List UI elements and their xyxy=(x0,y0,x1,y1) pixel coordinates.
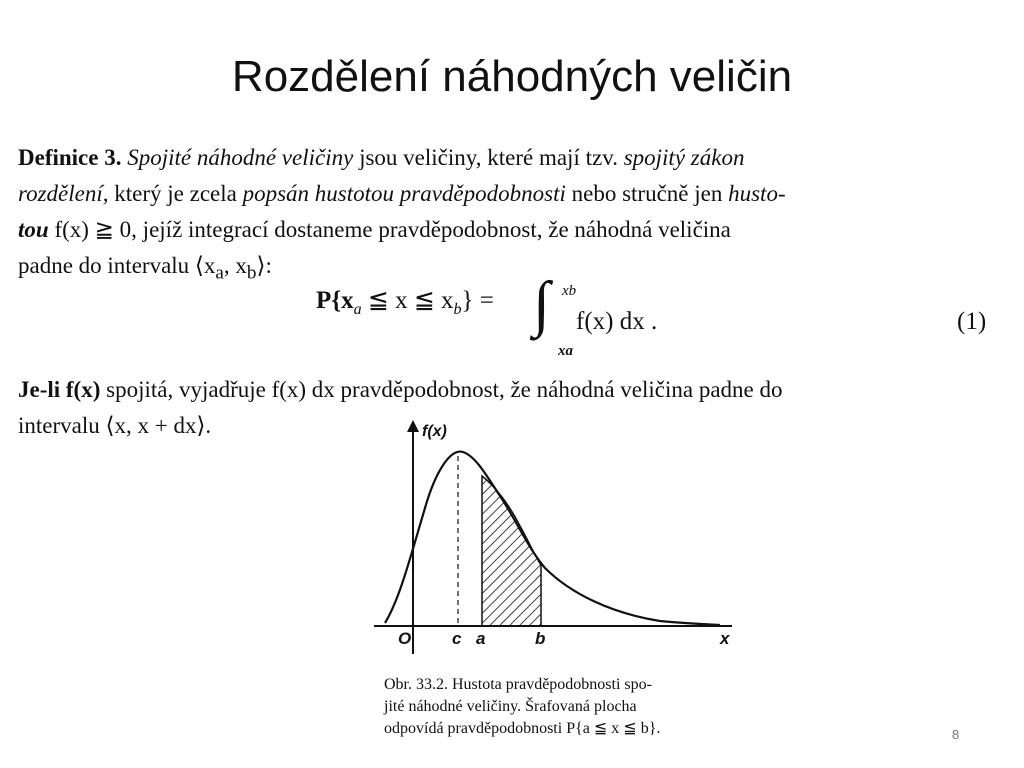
equation-lhs: $P\{x_a$ ≦ x ≦ $x_b$} = xyxy=(316,287,494,318)
definition-label: Definice 3. xyxy=(18,145,122,170)
definition-line-2: rozdělení, který je zcela popsán hustotou pravděpodobnosti nebo stručně jen husto- xyxy=(18,181,786,206)
figure-caption xyxy=(384,674,764,740)
definition-line-4: padne do intervalu $⟨x_a$, $x_b⟩$: xyxy=(18,253,272,284)
integral-lower-limit: xa xyxy=(558,343,573,359)
mark-b: b xyxy=(535,629,546,648)
slide-title: Rozdělení náhodných veličin xyxy=(231,52,793,101)
origin-label: O xyxy=(398,629,412,648)
caption-line: Obr. 33.2. Hustota pravděpodobnosti spo- xyxy=(384,676,652,693)
y-axis-label: f(x) xyxy=(422,423,447,440)
equation-number: (1) xyxy=(957,308,987,335)
equation-integrand: f(x) dx . xyxy=(576,308,658,335)
term-density: popsán hustotou pravděpodobnosti xyxy=(242,181,566,206)
caption-line: odpovídá pravděpodobnosti P{a ≦ x ≦ b}. xyxy=(384,720,661,737)
integral-upper-limit: xb xyxy=(562,283,577,299)
caption-line: jité náhodné veličiny. Šrafovaná plocha xyxy=(384,698,637,715)
definition-line-1: Definice 3. Spojité náhodné veličiny jsou veličiny, které mají tzv. spojitý zákon xyxy=(18,145,745,170)
x-axis-label: x xyxy=(720,629,730,648)
y-axis-arrow xyxy=(407,420,419,432)
continuation-line-2: intervalu ⟨x, x + dx⟩. xyxy=(18,413,212,438)
density-curve xyxy=(385,452,720,625)
definition-paragraph xyxy=(18,140,993,292)
integral-sign: ∫ xyxy=(533,270,550,338)
page-number: 8 xyxy=(952,727,960,742)
mark-c: c xyxy=(452,629,462,648)
term-continuous-variables: Spojité náhodné veličiny xyxy=(127,145,354,170)
continuation-line-1: Je-li f(x) spojitá, vyjadřuje f(x) dx pravděpodobnost, že náhodná veličina padne do xyxy=(18,377,783,402)
density-figure xyxy=(370,418,740,658)
definition-line-3: tou f(x) ≧ 0, jejíž integrací dostaneme pravděpodobnost, že náhodná veličina xyxy=(18,217,731,242)
mark-a: a xyxy=(476,629,486,648)
